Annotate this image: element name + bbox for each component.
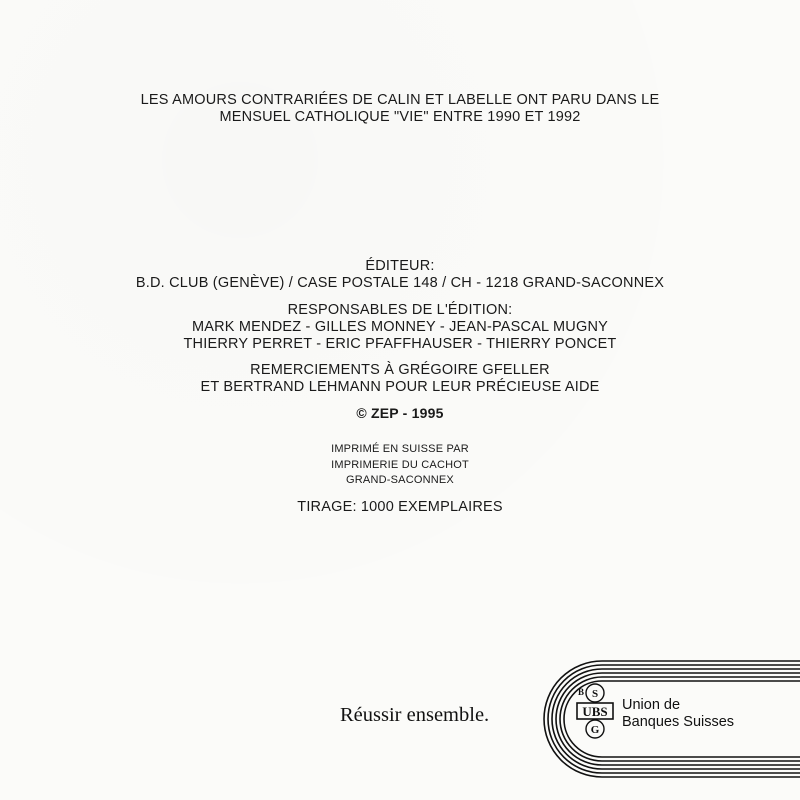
editors-heading: RESPONSABLES DE L'ÉDITION: [287, 302, 513, 318]
svg-text:B: B [577, 687, 585, 697]
publication-note [0, 92, 800, 126]
copyright-notice [0, 405, 800, 422]
acknowledgements-line-2: ET BERTRAND LEHMANN POUR LEUR PRÉCIEUSE AIDE [200, 379, 600, 395]
publisher-heading: ÉDITEUR: [365, 258, 435, 274]
publisher-address: B.D. CLUB (GENÈVE) / CASE POSTALE 148 / CH - 1218 GRAND-SACONNEX [135, 275, 665, 291]
publisher-section [0, 258, 800, 292]
svg-text:G: G [590, 724, 600, 736]
publication-note-line-1: LES AMOURS CONTRARIÉES DE CALIN ET LABELLE ONT PARU DANS LE [140, 92, 660, 108]
printer-line-2: IMPRIMERIE DU CACHOT [331, 458, 469, 471]
publication-note-line-2: MENSUEL CATHOLIQUE "VIE" ENTRE 1990 ET 1992 [219, 109, 581, 125]
svg-text:S: S [591, 688, 599, 700]
editors-names-line-2: THIERRY PERRET - ERIC PFAFFHAUSER - THIERRY PONCET [183, 336, 617, 352]
printer-line-3: GRAND-SACONNEX [346, 474, 454, 486]
bank-name [622, 697, 734, 731]
advert-slogan: Réussir ensemble. [340, 704, 490, 726]
ubs-seal-icon [575, 682, 615, 740]
printer-line-1: IMPRIMÉ EN SUISSE PAR [331, 443, 469, 455]
bank-name-line-1: Union de [622, 697, 681, 713]
editors-names-line-1: MARK MENDEZ - GILLES MONNEY - JEAN-PASCAL MUGNY [191, 319, 608, 335]
svg-text:UBS: UBS [582, 704, 608, 719]
acknowledgements-line-1: REMERCIEMENTS À GRÉGOIRE GFELLER [250, 362, 550, 378]
acknowledgements-section [0, 362, 800, 396]
print-run [0, 499, 800, 516]
printer-section [0, 442, 800, 489]
print-run-text: TIRAGE: 1000 EXEMPLAIRES [297, 499, 503, 515]
copyright-text: © ZEP - 1995 [356, 405, 444, 421]
bank-name-line-2: Banques Suisses [622, 714, 735, 730]
editors-section [0, 302, 800, 353]
